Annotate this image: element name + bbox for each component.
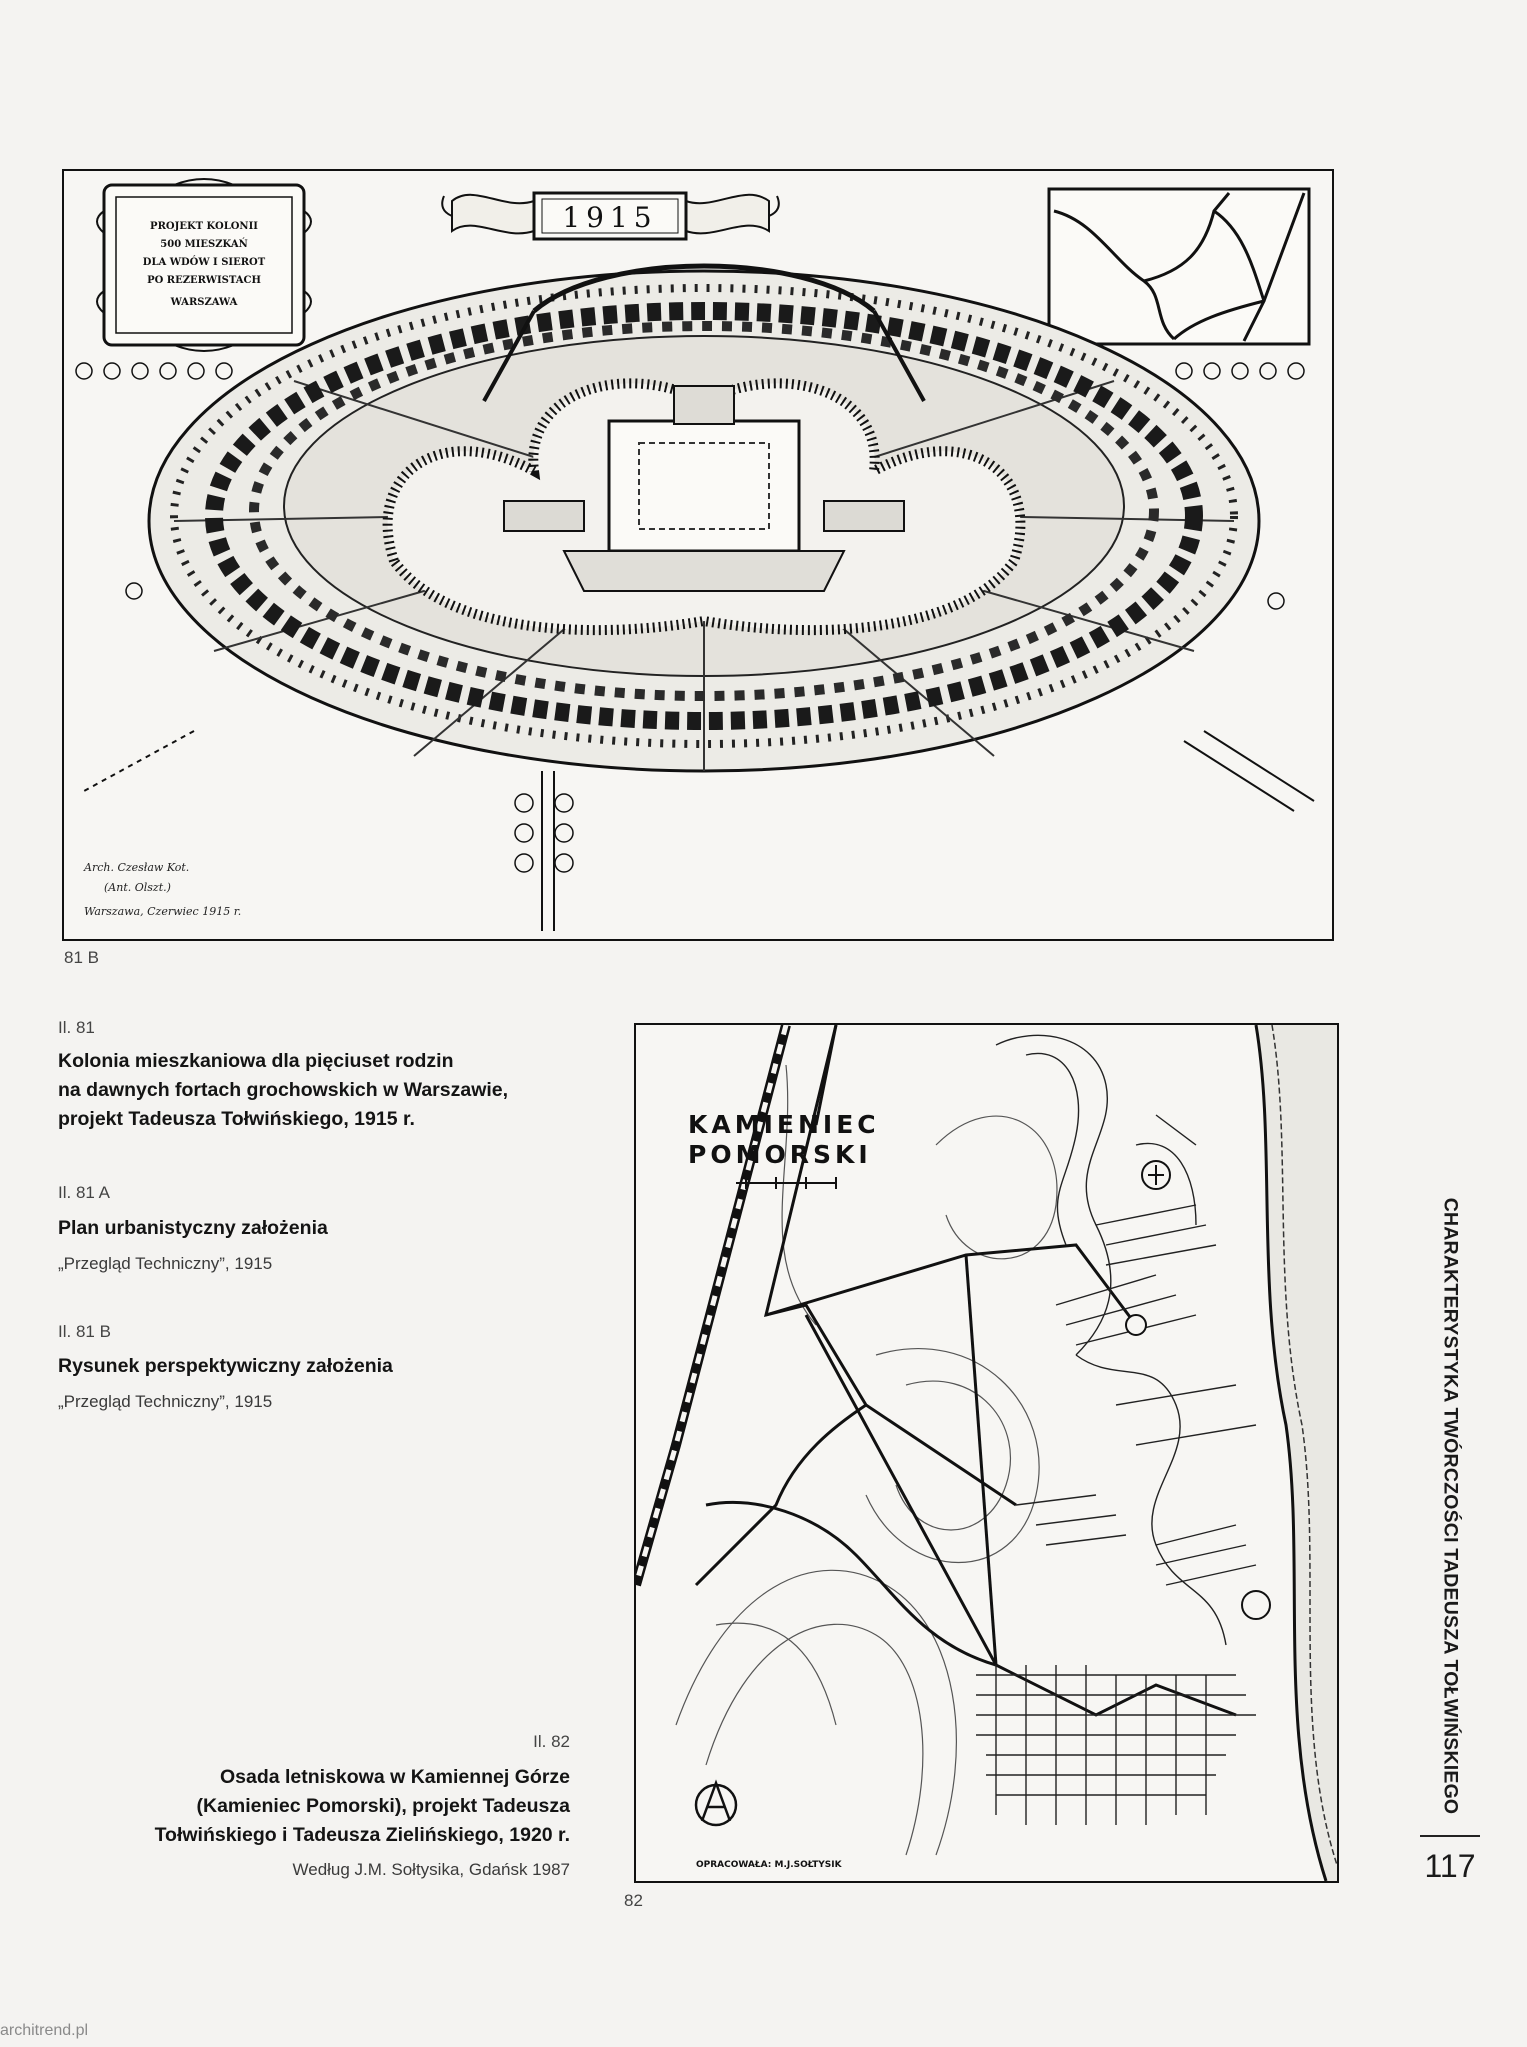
figure-label-81b: 81 B <box>64 948 99 967</box>
perspective-drawing-81b <box>62 169 1334 941</box>
inset-location-map <box>1049 189 1309 344</box>
cartouche-line-4: PO REZERWISTACH <box>147 275 261 286</box>
cartouche-line-3: DLA WDÓW I SIEROT <box>142 257 266 268</box>
map-82 <box>634 1023 1339 1883</box>
signature-line-3: Warszawa, Czerwiec 1915 r. <box>84 905 242 918</box>
sidebar-rule <box>1420 1835 1480 1837</box>
caption-81-line-2: na dawnych fortach grochowskich w Warszawie, <box>58 1079 509 1101</box>
caption-82-line-1: Osada letniskowa w Kamiennej Górze <box>219 1766 570 1788</box>
contours <box>676 1065 1057 1855</box>
caption-82-source: Według J.M. Sołtysika, Gdańsk 1987 <box>292 1860 570 1879</box>
colony-layout <box>149 266 1259 771</box>
caption-81b-source: „Przegląd Techniczny”, 1915 <box>58 1392 273 1411</box>
caption-81a-title: Plan urbanistyczny założenia <box>58 1217 328 1239</box>
map-title-line-2: POMORSKI <box>688 1140 872 1169</box>
caption-82-line-2: (Kamieniec Pomorski), projekt Tadeusza <box>196 1795 570 1817</box>
caption-81-title <box>58 1047 618 1134</box>
caption-81a-number: Il. 81 A <box>58 1183 110 1202</box>
caption-81-line-3: projekt Tadeusza Tołwińskiego, 1915 r. <box>58 1108 415 1130</box>
signature-line-1: Arch. Czesław Kot. <box>84 861 190 874</box>
church-symbol <box>1142 1161 1170 1189</box>
caption-81b-number: Il. 81 B <box>58 1322 111 1341</box>
cartouche-line-1: PROJEKT KOLONII <box>150 221 258 232</box>
caption-82-number: Il. 82 <box>533 1732 570 1751</box>
running-head-text: CHARAKTERYSTYKA TWÓRCZOŚCI TADEUSZA TOŁWIŃSKIEGO <box>1439 1197 1462 1815</box>
banner-year: 1915 <box>562 201 658 234</box>
running-head <box>1439 1197 1462 1815</box>
north-arrow-icon <box>696 1783 736 1825</box>
page-number: 117 <box>1424 1848 1476 1884</box>
perspective-drawing-art <box>64 171 1332 939</box>
cartouche-line-2: 500 MIESZKAŃ <box>160 239 248 250</box>
coastline <box>1256 1025 1337 1881</box>
caption-81-number: Il. 81 <box>58 1018 95 1037</box>
cartouche-line-5: WARSZAWA <box>170 297 238 308</box>
caption-81a-source: „Przegląd Techniczny”, 1915 <box>58 1254 273 1273</box>
watermark: architrend.pl <box>0 2022 89 2039</box>
figure-label-82: 82 <box>624 1891 643 1910</box>
cartouche <box>97 179 311 351</box>
signature <box>83 861 241 918</box>
caption-82-title <box>120 1763 570 1850</box>
map-credit: OPRACOWAŁA: M.J.SOŁTYSIK <box>696 1860 842 1870</box>
caption-81b-title: Rysunek perspektywiczny założenia <box>58 1355 393 1377</box>
caption-81-line-1: Kolonia mieszkaniowa dla pięciuset rodzin <box>58 1050 454 1072</box>
railway <box>636 1025 786 1585</box>
signature-line-2: (Ant. Olszt.) <box>104 881 171 894</box>
map-82-art <box>636 1025 1337 1881</box>
year-banner <box>442 193 779 239</box>
caption-82-line-3: Tołwińskiego i Tadeusza Zielińskiego, 1920 r. <box>154 1824 570 1846</box>
map-title-line-1: KAMIENIEC <box>688 1110 880 1139</box>
